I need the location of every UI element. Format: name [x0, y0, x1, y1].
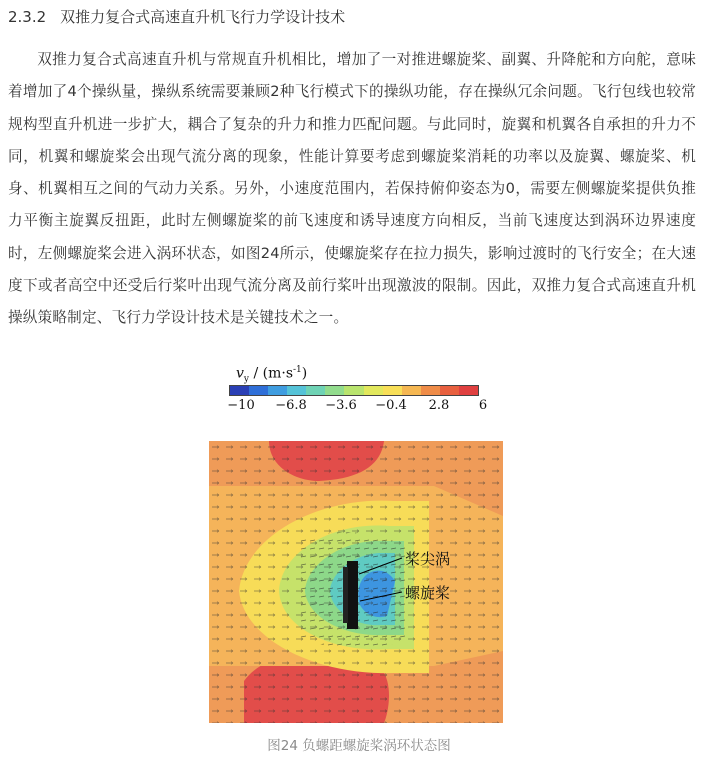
section-heading	[8, 6, 345, 27]
colorbar-swatch	[440, 386, 459, 395]
colorbar-swatch	[459, 386, 478, 395]
colorbar-swatch	[230, 386, 249, 395]
colorbar-ticks	[226, 398, 486, 416]
colorbar-tick: 2.8	[428, 398, 450, 413]
colorbar-swatch	[306, 386, 325, 395]
vortex-ring-figure	[206, 365, 506, 725]
colorbar-tick: −6.8	[275, 398, 307, 413]
colorbar-swatch	[268, 386, 287, 395]
colorbar	[229, 385, 479, 396]
section-number: 2.3.2	[8, 8, 47, 26]
colorbar-swatch	[249, 386, 268, 395]
colorbar-tick: −0.4	[375, 398, 407, 413]
colorbar-tick: −3.6	[325, 398, 357, 413]
colorbar-swatch	[383, 386, 402, 395]
tip-vortex-label: 桨尖涡	[405, 550, 451, 568]
colorbar-tick: 6	[478, 398, 488, 413]
velocity-contour-plot	[209, 441, 503, 723]
colorbar-swatch	[287, 386, 306, 395]
propeller-disk	[347, 561, 358, 629]
colorbar-title: $v_y / (m\cdot s^{-1})$	[236, 365, 308, 385]
figure-caption: 图24 负螺距螺旋桨涡环状态图	[267, 738, 451, 754]
section-title: 双推力复合式高速直升机飞行力学设计技术	[60, 8, 346, 26]
body-paragraph: 双推力复合式高速直升机与常规直升机相比，增加了一对推进螺旋桨、副翼、升降舵和方向舵，意味着增加了4个操纵量，操纵系统需要兼顾2种飞行模式下的操纵功能，存在操纵冗余问题。飞行包线也较常规构型直升机进一步扩大，耦合了复杂的升力和推力匹配问题。与此同时，旋翼和机翼各自承担的升力不同，机翼和螺旋桨会出现气流分离的现象，性能计算要考虑到螺旋桨消耗的功率以及旋翼、螺旋桨、机身、机翼相互之间的气动力关系。另外，小速度范围内，若保持俯仰姿态为0，需要左侧螺旋桨提供负推力平衡主旋翼反扭距，此时左侧螺旋桨的前飞速度和诱导速度方向相反，当前飞速度达到涡环边界速度时，左侧螺旋桨会进入涡环状态，如图24所示，使螺旋桨存在拉力损失，影响过渡时的飞行安全；在大速度下或者高空中还受后行桨叶出现气流分离及前行桨叶出现激波的限制。因此，双推力复合式高速直升机操纵策略制定、飞行力学设计技术是关键技术之一。	[8, 51, 696, 327]
colorbar-swatch	[402, 386, 421, 395]
propeller-disk-edge	[343, 567, 348, 623]
colorbar-swatch	[421, 386, 440, 395]
colorbar-tick: −10	[227, 398, 255, 413]
colorbar-swatch	[344, 386, 363, 395]
colorbar-swatch	[325, 386, 344, 395]
propeller-label: 螺旋桨	[405, 584, 451, 602]
colorbar-swatch	[364, 386, 383, 395]
